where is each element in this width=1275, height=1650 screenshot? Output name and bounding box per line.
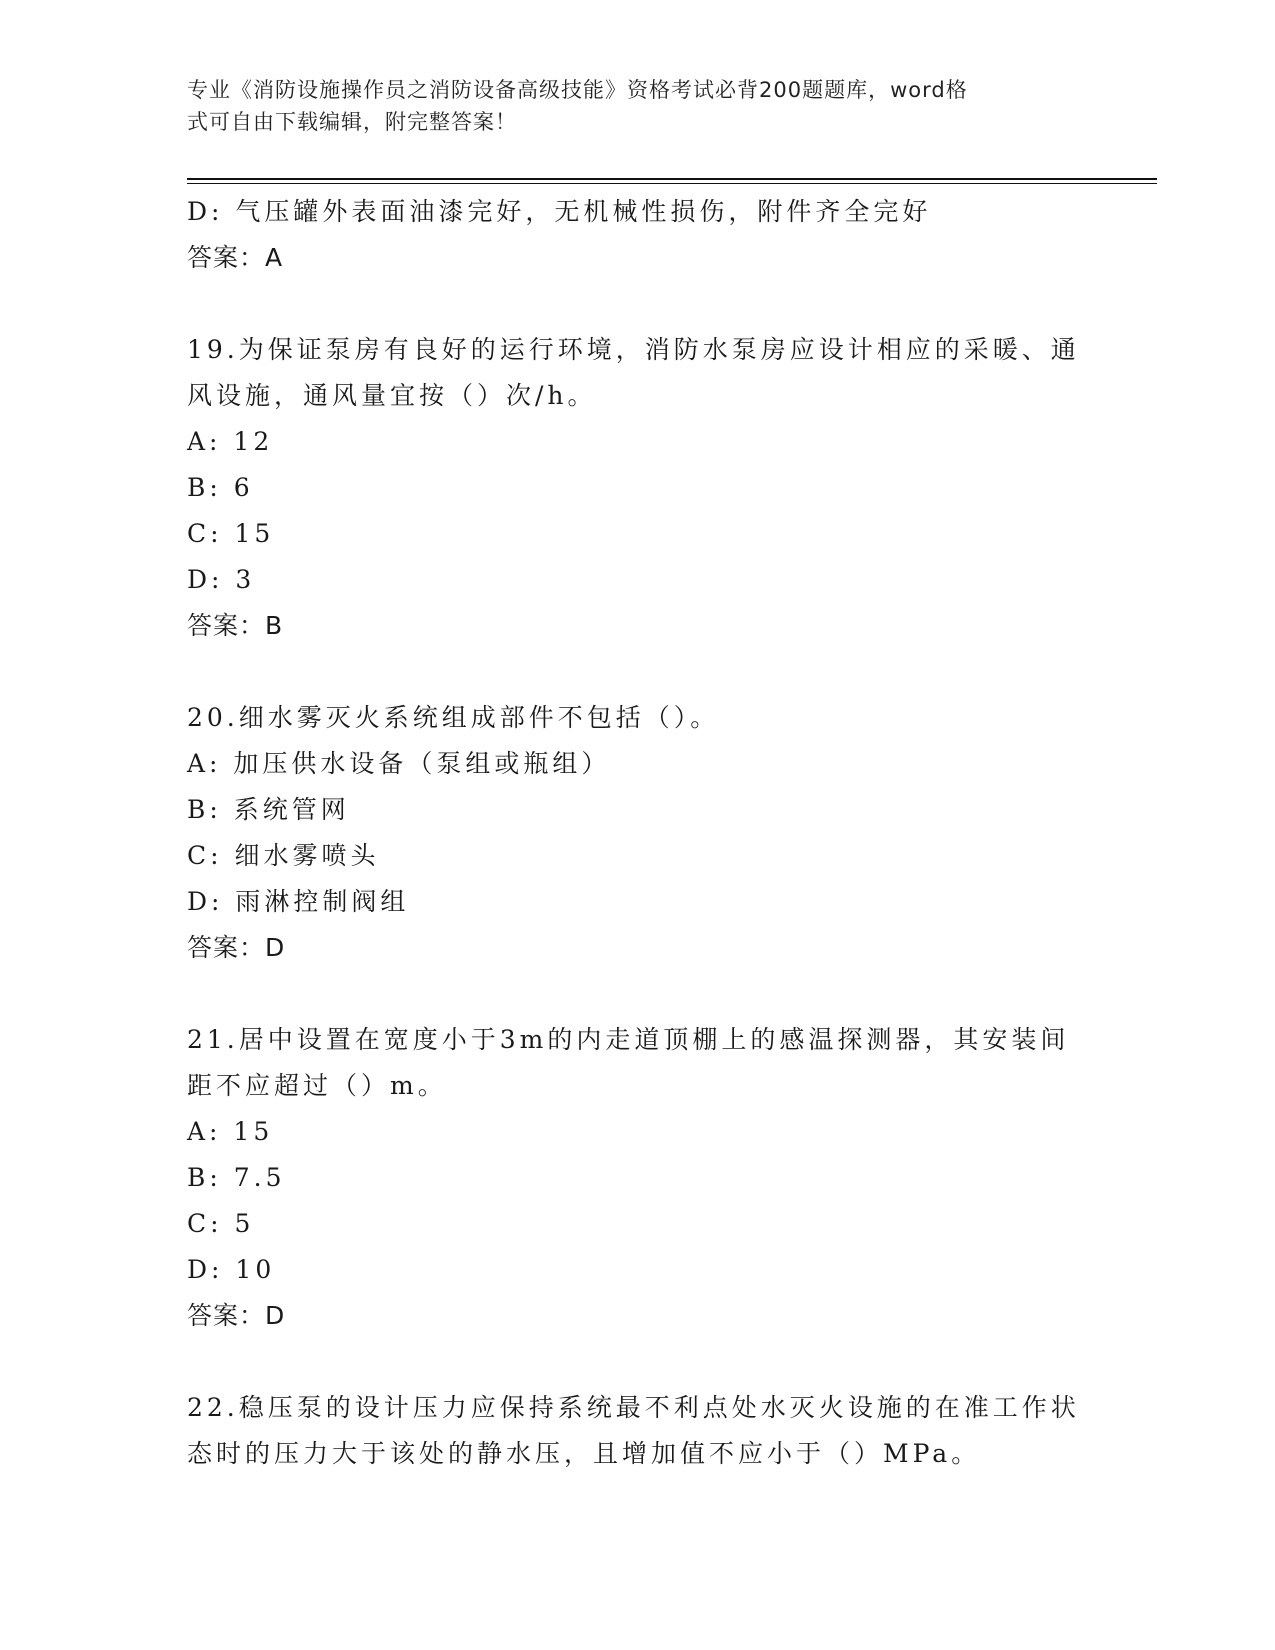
spacer: [187, 971, 1087, 1017]
q21-option-a: A: 15: [187, 1117, 274, 1146]
header-divider-thin: [187, 183, 1157, 184]
header-divider-thick: [187, 178, 1157, 180]
header-line-1: 专业《消防设施操作员之消防设备高级技能》资格考试必背200题题库，word格: [187, 78, 968, 102]
intro-answer: 答案：A: [187, 243, 284, 272]
intro-option-d: D: 气压罐外表面油漆完好，无机械性损伤，附件齐全完好: [187, 197, 932, 226]
q19-option-b: B: 6: [187, 473, 254, 502]
question-list: [187, 189, 1087, 1477]
q20-answer: 答案：D: [187, 933, 286, 962]
q22-stem-line-2: 态时的压力大于该处的静水压，且增加值不应小于（）MPa。: [187, 1439, 981, 1468]
q19-option-a: A: 12: [187, 427, 274, 456]
q20-option-b: B: 系统管网: [187, 795, 350, 824]
question-20: [187, 695, 1087, 971]
q20-stem-line-1: 20.细水雾灭火系统组成部件不包括（）。: [187, 703, 720, 732]
q19-stem-line-1: 19.为保证泵房有良好的运行环境，消防水泵房应设计相应的采暖、通: [187, 335, 1080, 364]
q20-option-c: C: 细水雾喷头: [187, 841, 380, 870]
q21-option-d: D: 10: [187, 1255, 276, 1284]
q20-option-a: A: 加压供水设备（泵组或瓶组）: [187, 749, 611, 778]
question-22: [187, 1385, 1087, 1477]
spacer: [187, 1339, 1087, 1385]
spacer: [187, 281, 1087, 327]
document-header: [187, 74, 1067, 138]
question-21: [187, 1017, 1087, 1339]
question-19: [187, 327, 1087, 649]
q19-answer: 答案：B: [187, 611, 284, 640]
q21-answer: 答案：D: [187, 1301, 286, 1330]
q19-option-c: C: 15: [187, 519, 275, 548]
q19-option-d: D: 3: [187, 565, 256, 594]
q19-stem-line-2: 风设施，通风量宜按（）次/h。: [187, 381, 597, 410]
spacer: [187, 649, 1087, 695]
q21-stem-line-1: 21.居中设置在宽度小于3m的内走道顶棚上的感温探测器，其安装间: [187, 1025, 1070, 1054]
q21-option-c: C: 5: [187, 1209, 255, 1238]
q21-stem-line-2: 距不应超过（）m。: [187, 1071, 447, 1100]
q20-option-d: D: 雨淋控制阀组: [187, 887, 410, 916]
header-line-2: 式可自由下载编辑，附完整答案！: [187, 110, 517, 134]
q21-option-b: B: 7.5: [187, 1163, 286, 1192]
q22-stem-line-1: 22.稳压泵的设计压力应保持系统最不利点处水灭火设施的在准工作状: [187, 1393, 1080, 1422]
